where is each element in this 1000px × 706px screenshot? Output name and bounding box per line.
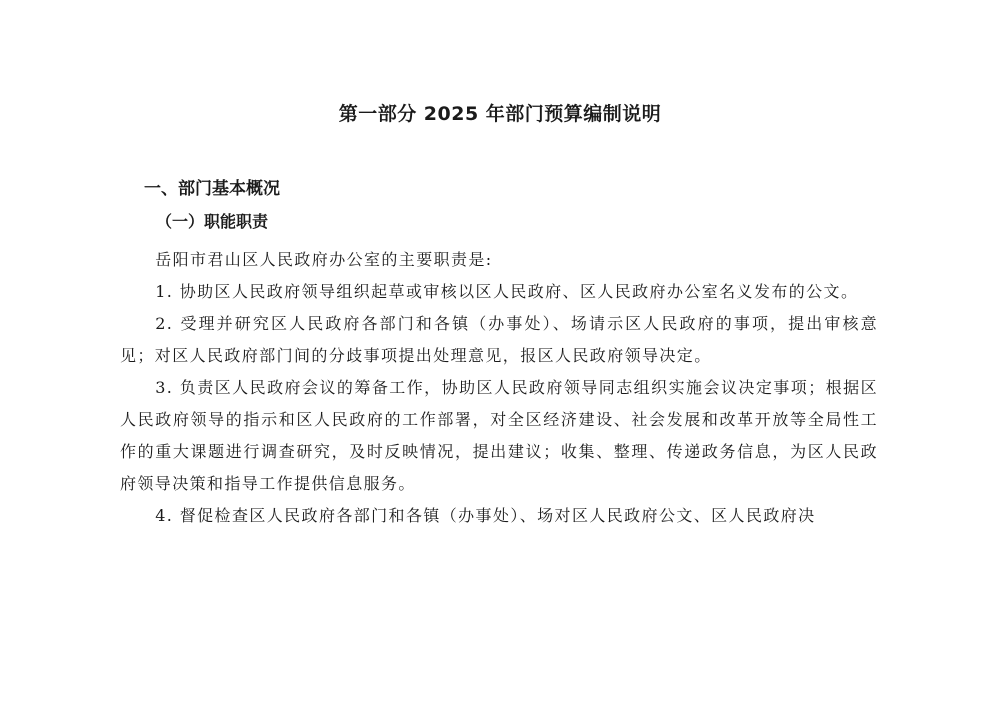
document-body — [120, 244, 878, 532]
subsection-heading: （一）职能职责 — [156, 212, 269, 231]
paragraph-item-3: 3. 负责区人民政府会议的筹备工作，协助区人民政府领导同志组织实施会议决定事项；根据区人民政府领导的指示和区人民政府的工作部署，对全区经济建设、社会发展和改革开放等全局性工作的重大课题进行调查研究，及时反映情况，提出建议；收集、整理、传递政务信息，为区人民政府领导决策和指导工作提供信息服务。 — [120, 378, 878, 493]
paragraph-item-1: 1. 协助区人民政府领导组织起草或审核以区人民政府、区人民政府办公室名义发布的公文。 — [155, 282, 859, 301]
section-heading: 一、部门基本概况 — [144, 179, 280, 199]
document-title: 第一部分 2025 年部门预算编制说明 — [338, 103, 662, 125]
paragraph-item-4: 4. 督促检查区人民政府各部门和各镇（办事处）、场对区人民政府公文、区人民政府决 — [155, 506, 816, 525]
paragraph-item-2: 2. 受理并研究区人民政府各部门和各镇（办事处）、场请示区人民政府的事项，提出审核意见；对区人民政府部门间的分歧事项提出处理意见，报区人民政府领导决定。 — [120, 314, 878, 365]
paragraph-intro: 岳阳市君山区人民政府办公室的主要职责是: — [155, 250, 493, 269]
